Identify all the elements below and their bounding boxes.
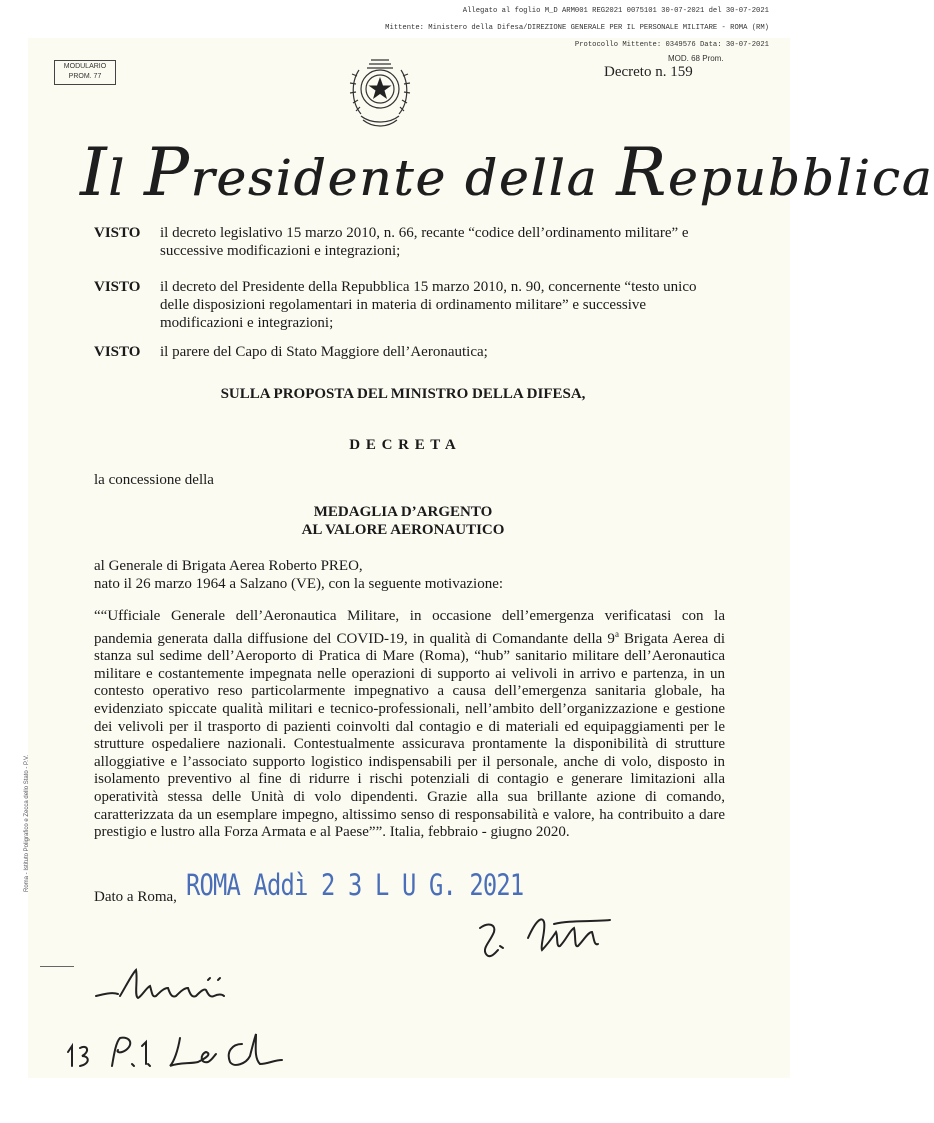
- form-reference: MOD. 68 Prom.: [668, 54, 724, 63]
- motivation-text: ““Ufficiale Generale dell’Aeronautica Militare, in occasione dell’emergenza verificatasi con la pandemia generata dalla diffusione del COVID-19, in qualità di Comandante della 9$^a$ Brigata Aerea di stanza sul sedime dell’Aeroporto di Pratica di Mare (Roma), “hub” sanitario militare dell’Aeronautica militare e costantemente impegnata nelle operazioni di supporto ai velivoli in arrivo e partenza, in un contesto operativo reso particolarmente impegnativo a causa dell’emergenza sanitaria globale, ha evidenziato spiccate qualità militari e tecnico-professionali, nell’ambito dell’organizzazione e gestione dei velivoli per il trasporto di pazienti coinvolti dal contagio e di materiali ed equipaggiamenti per le strutture ospedaliere nazionali. Contestualmente assicurava prontamente la disponibilità di strutture alloggiative e l’associato supporto logistico indispensabili per il personale, anche di volo, disposto in isolamento preventivo al fine di ridurre i rischi potenziali di contagio e generare limitazioni alla operatività stessa delle Unità di volo dipendenti. Grazie alla sua brillante azione di comando, caratterizzata da un esemplare impegno, altissimo senso di responsabilità e valore, ha contribuito a dare prestigio e lustro alla Forza Armata e al Paese””. Italia, febbraio - giugno 2020.: [94, 608, 725, 841]
- registration-line-1: Allegato al foglio M_D ARM001 REG2021 0075101 30-07-2021 del 30-07-2021: [462, 7, 769, 15]
- consideration: [94, 343, 712, 361]
- signature-icon: [470, 906, 670, 966]
- modulario-box: [54, 60, 116, 85]
- date-stamp: ROMA Addì 2 3 L U G. 2021: [186, 868, 524, 902]
- recipient-line1: al Generale di Brigata Aerea Roberto PREO,: [94, 558, 363, 574]
- margin-rule: [40, 966, 74, 967]
- consideration: [94, 224, 712, 260]
- proposal-line: SULLA PROPOSTA DEL MINISTRO DELLA DIFESA,: [220, 386, 586, 402]
- printer-credit: Roma - Istituto Poligrafico e Zecca dello Stato - P.V.: [24, 754, 30, 892]
- registration-line-2: Mittente: Ministero della Difesa/DIREZIONE GENERALE PER IL PERSONALE MILITARE - ROMA (RM): [385, 24, 769, 32]
- consideration-text: il parere del Capo di Stato Maggiore dell’Aeronautica;: [160, 344, 488, 360]
- star-icon: [369, 77, 392, 99]
- consideration-text: il decreto del Presidente della Repubblica 15 marzo 2010, n. 90, concernente “testo unico delle disposizioni regolamentari in materia di ordinamento militare” e successive modificazioni e integrazioni;: [160, 279, 697, 331]
- heading-text: Il Presidente della Repubblica: [80, 134, 934, 211]
- medal-title-line1: MEDAGLIA D’ARGENTO: [313, 504, 493, 520]
- decree-number: Decreto n. 159: [604, 64, 693, 80]
- consideration-label: VISTO: [94, 225, 141, 241]
- repubblica-italiana-emblem-icon: [345, 56, 415, 132]
- given-at: Dato a Roma,: [94, 889, 177, 905]
- decreta-line: D E C R E T A: [349, 437, 457, 453]
- medal-title: [94, 503, 712, 539]
- consideration-label: VISTO: [94, 279, 141, 295]
- recipient: [94, 557, 503, 593]
- heading-president: [80, 126, 934, 218]
- concession-intro: la concessione della: [94, 472, 214, 488]
- signature-icon: [90, 966, 250, 1016]
- registration-line-3: Protocollo Mittente: 0349576 Data: 30-07-2021: [574, 41, 769, 49]
- consideration-label: VISTO: [94, 344, 141, 360]
- modulario-label: MODULARIO: [63, 63, 107, 70]
- consideration-text: il decreto legislativo 15 marzo 2010, n. 66, recante “codice dell’ordinamento militare” e successive modificazioni e integrazioni;: [160, 225, 689, 259]
- consideration: [94, 278, 712, 332]
- modulario-code: PROM. 77: [68, 73, 102, 80]
- recipient-line2: nato il 26 marzo 1964 a Salzano (VE), con la seguente motivazione:: [94, 576, 504, 592]
- medal-title-line2: AL VALORE AERONAUTICO: [301, 522, 505, 538]
- signature-icon: [60, 1030, 290, 1076]
